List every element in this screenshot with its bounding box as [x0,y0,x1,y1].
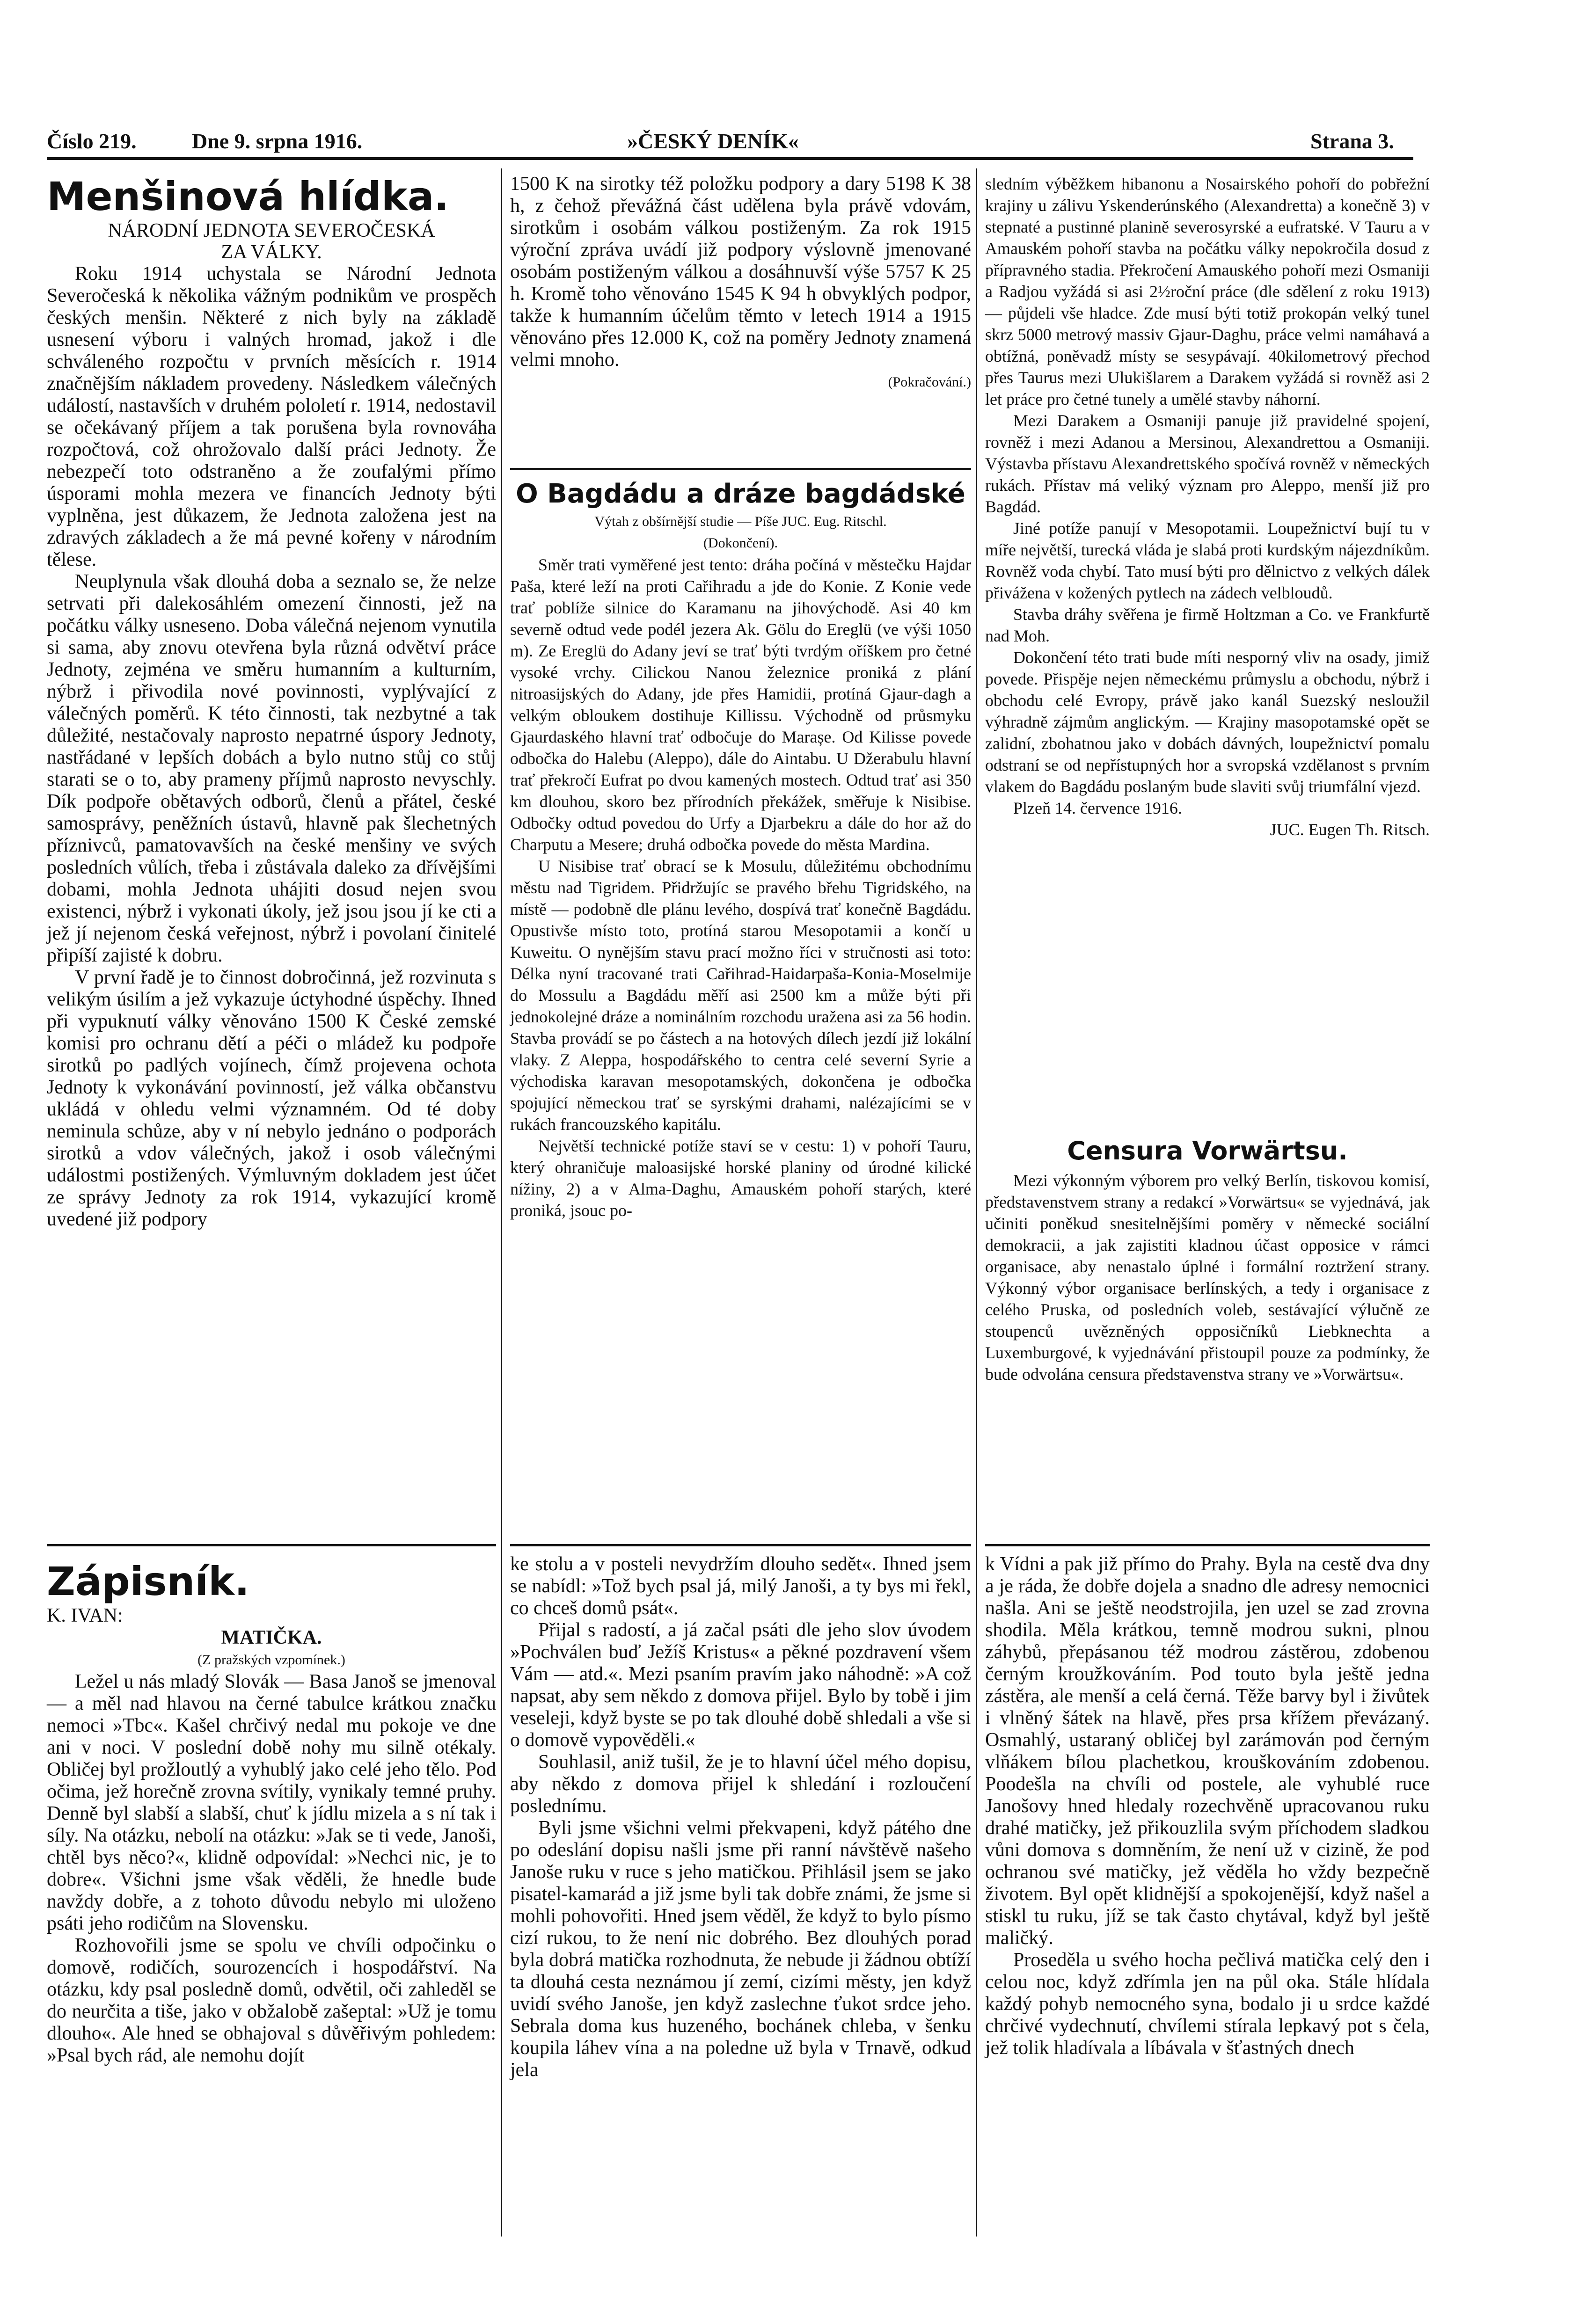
section-rule [510,1544,971,1546]
story-ending [985,1553,1430,2059]
zapisnik-title: Zápisník. [47,1559,249,1604]
paragraph: Největší technické potíže staví se v cestu: 1) v pohoří Tauru, který ohraničuje maloasijské horské planiny od úrodné kilické nížiny, 2) a v Alma-Daghu, Amauském pohoří starých, které proniká, jsouc po- [510,1137,971,1220]
paragraph: Byli jsme všichni velmi překvapeni, když pátého dne po odeslání dopisu našli jsme při ranní návštěvě našeho Janoše ruku v ruce s jeho matičkou. Přihlásil jsem se jako pisatel-kamarád a již jsme byli tak dobře známi, že jsme si mohli pohovořiti. Hned jsem věděl, že když to bylo písmo cizí rukou, to že není nic dobrého. Bez dlouhých porad byla dobrá matička rozhodnuta, že nebude ji žádnou obtíží ta dlouhá cesta neznámou jí zemí, cizími městy, jen když uvidí svého Janoše, jen když zaslechne ťukot srdce jeho. Sebrala doma kus huzeného, bochánek chleba, v šenku koupila láhev vína a na poledne už byla v Trnavě, odkud jela [510,1817,971,2081]
paragraph: sledním výběžkem hibanonu a Nosairského pohoří do pobřežní krajiny u zálivu Yskenderúnského (Alexandretta) a konečně 3) v stepnaté a pustinné planině severosyrské a eufratské. V Tauru a v Amauském pohoří stavba na počátku války nepokročila dosud z přípravného stadia. Překročení Amauského pohoří mezi Osmaniji a Radjou vyžádá si asi 2½roční práce (dle sdělení z roku 1913) — půjdeli vše hladce. Zde musí býti totiž prokopán velký tunel skrz 5000 metrový massiv Gjaur-Daghu, práce velmi namáhavá a obtížná, poněvadž místy se sesypávají. 40kilometrový přechod přes Taurus mezi Ulukišlarem a Darakem vyžádá si rovněž asi 2 let práce pro četné tunely a umělé stavby náhorní. [985,175,1430,408]
paragraph: Směr trati vyměřené jest tento: dráha počíná v městečku Hajdar Paša, které leží na proti Cařihradu a jde do Konie. Z Konie vede trať poblíže silnice do Karamanu na jihovýchodě. Asi 40 km severně odtud vede podél jezera Ak. Gölu do Ereglü (ve výši 1050 m). Ze Ereglü do Adany jeví se trať býti tvrdým oříškem pro četné vysoké vrchy. Cilickou Nanou železnice proniká z plání nitroasijských do Adany, jde přes Hamidii, protíná Gjaur-dagh a velkým obloukem dostihuje Killissu. Východně od průsmyku Gjaurdaského hlavní trať odbočuje do Marașe. Od Kilisse povede odbočka do Halebu (Aleppo), dále do Aintabu. U Džerabulu hlavní trať překročí Eufrat po dvou kamených mostech. Odtud trať asi 350 km dlouhou, skoro bez přírodních překážek, směřuje k Nisibise. Odbočky odtud povedou do Urfy a Djarbekru a dále do hor až do Charputu a Mesere; druhá odbočka povede do města Mardina. [510,555,971,854]
paragraph: k Vídni a pak již přímo do Prahy. Byla na cestě dva dny a je ráda, že dobře dojela a snadno dle adresy nemocnici našla. Ani se ještě neodstrojila, jen uzel se zad zrovna shodila. Měla krátkou, temně modrou sukni, plnou záhybů, přepásanou též modrou zástěrou, zdobenou černým kroužkováním. Pod touto byla ještě jedna zástěra, ale menší a celá černá. Těže barvy byl i živůtek i vlněný šátek na hlavě, přes prsa křížem převázaný. Osmahlý, ustaraný obličej byl zarámován pod černým vlňákem bílou plachetkou, krouškováním zdobenou. Poodešla na chvíli od postele, ale vyhublé ruce Janošovy hned hledaly rozechvěně upracovanou ruku drahé matičky, jež přikouzlila svým příchodem sladkou vůni domova s domněním, že není už v cizině, že pod ochranou své matičky, jež věděla ho vždy bezpečně životem. Byl opět klidnější a spokojenější, když našel a stiskl tu ruku, jíž se tak často chytával, když byl ještě maličký. [985,1553,1430,1949]
column-divider-1 [501,168,502,2237]
paragraph: Jiné potíže panují v Mesopotamii. Loupežnictví bují tu v míře největší, turecká vláda je slabá proti kurdským nájezdníkům. Rovněž voda chybí. Tato musí býti pro dělnictvo z velkých dálek přivážena v kožených pytlech na zádech velbloudů. [985,519,1430,602]
paragraph: Přijal s radostí, a já začal psáti dle jeho slov úvodem »Pochválen buď Ježíš Kristus« a pěkné pozdravení všem Vám — atd.«. Mezi psaním pravím jako náhodně: »A což napsat, aby sem někdo z domova přijel. Bylo by tobě i jim veseleji, když byste se po tak dlouhé době shledali a vše si o domově vypověděli.« [510,1619,971,1751]
section-title: Menšinová hlídka. [47,174,449,219]
section-rule [985,1544,1430,1546]
paragraph: ke stolu a v posteli nevydržím dlouho sedět«. Ihned jsem se nabídl: »Tož bych psal já, milý Janoši, a ty bys mi řekl, co chceš domů psát«. [510,1553,971,1619]
dateline: Plzeň 14. července 1916. [1013,799,1182,817]
column-divider-2 [976,168,977,2237]
paragraph: V první řadě je to činnost dobročinná, jež rozvinuta s velikým úsilím a jež vykazuje úctyhodné úspěchy. Ihned při vypuknutí války věnováno 1500 K České zemské komisi pro ochranu dětí a péči o mládež ku podpoře sirotků po padlých vojínech, čímž projevena ochota Jednoty k vykonávání povinností, jež válka občanstvu ukládá v ohledu velmi významném. Od té doby neminula schůze, aby v ní nebylo jednáno o podporách sirotků a vdov válečných, jakož i osob válečnými událostmi postižených. Výmluvným dokladem jest účet ze správy Jednoty za rok 1914, vykazující kromě uvedené již podpory [47,967,496,1230]
article-bagdad [510,477,971,1221]
paragraph: Dokončení této trati bude míti nesporný vliv na osady, jimiž povede. Přispěje nejen německému průmyslu a obchodu, nýbrž i obchodu celé Evropy, právě jako kanál Suezský nesloužil výhradně zájmům anglickým. — Krajiny masopotamské opět se zalidní, zbohatnou jako v dobách dávných, loupežnictví pomalu odstraní se od nepřístupných hor a svropská vzdělanost s prvním vlakem do Bagdádu poslaným bude slaviti svůj triumfální vjezd. [985,648,1430,796]
story-subtitle: (Z pražských vzpomínek.) [197,1652,345,1668]
continued-note: (Pokračování.) [888,374,971,390]
article-narodni-jednota [47,173,496,1231]
newspaper-name: »ČESKÝ DENÍK« [627,129,799,153]
issue-date: Dne 9. srpna 1916. [192,129,363,153]
bagdad-note: (Dokončení). [703,535,778,551]
paragraph: 1500 K na sirotky též položku podpory a dary 5198 K 38 h, z čehož převážná část udělena byla právě vdovám, sirotkům i osobám válkou postiženým. Za rok 1915 výroční zpráva uvádí již podpory výslovně jmenované osobám postiženým válkou a dosáhnuvší výše 5757 K 25 h. Kromě toho věnováno 1545 K 94 h obvyklých podpor, takže k humanním účelům těmto v letech 1914 a 1915 věnováno přes 12.000 K, což na poměry Jednoty znamená velmi mnoho. [510,173,971,371]
story-title: MATIČKA. [221,1627,322,1648]
paragraph: Neuplynula však dlouhá doba a seznalo se, že nelze setrvati při dalekosáhlém omezení činnosti, jež na počátku války usneseno. Doba válečná nejenom vynutila si sama, aby znovu otevřena byla různá odvětví práce Jednoty, zejména ve směru humanním a kulturním, nýbrž i přivodila nové povinnosti, vyplývající z válečných poměrů. K této činnosti, tak nezbytné a tak důležité, nestačovaly naprosto nepatrné úspory Jednoty, nastřádané v lepších dobách a bylo nutno stůj co stůj starati se o to, aby prameny příjmů naprosto nevyschly. Dík podpoře obětavých odborů, členů a přátel, české samosprávy, peněžních ústavů, hlavně pak šlechetných příznivců, pamatovavších na české menšiny ve svých posledních vůlích, třeba i zůstávala daleko za dřívějšími dobami, mohla Jednota uhájiti dosud nejen svou existenci, nýbrž i vykonati úkoly, jež jsou jsou jí ke cti a jež jí nejenom česká veřejnost, nýbrž i povolaní činitelé připíší zajisté k dobru. [47,571,496,966]
issue-number: Číslo 219. [47,129,137,153]
paragraph: Mezi výkonným výborem pro velký Berlín, tiskovou komisí, představenstvem strany a redakcí »Vorwärtsu« se vyjednává, jak učiniti poněkud snesitelnějšími poměry v německé sociální demokracii, a jak zajistiti kladnou účast opposice v rámci organisace, aby nenastalo úplné i formální roztržení strany. Výkonný výbor organisace berlínských, a tedy i organisace z celého Pruska, od posledních voleb, sestávající výlučně ze stoupenců uvězněných opposičníků Liebknechta a Luxemburgové, k vyjednávání přistoupil pouze za podmínky, že bude odvolána censura představenstva strany ve »Vorwärtsu«. [985,1171,1430,1384]
article-continuation [510,173,971,393]
article-censura [985,1132,1430,1385]
article-bagdad-end [985,173,1430,840]
section-rule [47,1544,496,1546]
story-continuation [510,1553,971,2081]
paragraph: Ležel u nás mladý Slovák — Basa Janoš se jmenoval — a měl nad hlavou na černé tabulce krátkou značku nemoci »Tbc«. Kašel chrčivý nedal mu pokoje ve dne ani v noci. V poslední době nohy mu silně otékaly. Obličej byl prožloutlý a vyhublý jako celé jeho tělo. Pod očima, jež horečně zrovna svítily, vynikaly temné pruhy. Denně byl slabší a slabší, chuť k jídlu mizela a s ní tak i síly. Na otázku, nebolí na otázku: »Jak se ti vede, Janoši, chtěl bys něco?«, klidně odpovídal: »Nechci nic, je to dobre«. Všichni jsme však věděli, že hnedle bude navždy dobře, a z tohoto důvodu nebylo mi uloženo psáti jeho rodičům na Slovensku. [47,1671,496,1934]
signature: JUC. Eugen Th. Ritsch. [1270,820,1430,839]
bagdad-subtitle: Výtah z obšírnější studie — Píše JUC. Eug. Ritschl. [594,514,887,529]
bagdad-title: O Bagdádu a dráze bagdádské [516,479,965,509]
paragraph: Rozhovořili jsme se spolu ve chvíli odpočinku o domově, rodičích, sourozencích i hospodářství. Na otázku, kdy psal posledně domů, odvětil, oči zahleděl se do neurčita a tiše, jako v obžalobě zašeptal: »Už je tomu dlouho«. Ale hned se obhajoval s důvěřivým pohledem: »Psal bych rád, ale nemohu dojít [47,1935,496,2066]
story-author: K. IVAN: [47,1605,123,1626]
page-number: Strana 3. [1310,129,1394,153]
paragraph: U Nisibise trať obrací se k Mosulu, důležitému obchodnímu městu nad Tigridem. Přidržujíc se pravého břehu Tigridského, na místě — podobně dle plánu levého, dospívá trať konečně Bagdádu. Opustivše místo toto, protíná starou Mesopotamii a končí u Kuweitu. O nynějším stavu prací možno říci v stručnosti asi toto: Délka nyní tracované trati Cařihrad-Haidarpaša-Konia-Moselmije do Mossulu a Bagdádu měří asi 2500 km a může býti při jednokolejné dráze a nominálním rozchodu uražena asi za 56 hodin. Stavba provádí se po částech a na hotových dílech jezdí již lokální vlaky. Z Aleppa, hospodářského to centra celé severní Syrie a východiska karavan mesopotamských, dokončena je odbočka spojující německou trať se syrskými drahami, nalézajícími se v rukách francouzského kapitálu. [510,857,971,1134]
paragraph: Proseděla u svého hocha pečlivá matička celý den i celou noc, když zdřímla jen na půl oka. Stále hlídala každý pohyb nemocného syna, bodalo ji u srdce každé chrčivé vydechnutí, chvílemi stírala lepkavý pot s čela, jež tolik hladívala a líbávala v šťastných dnech [985,1949,1430,2059]
article-subtitle: NÁRODNÍ JEDNOTA SEVEROČESKÁ ZA VÁLKY. [108,220,435,263]
section-rule [510,468,971,470]
censura-title: Censura Vorwärtsu. [1067,1136,1348,1166]
paragraph: Souhlasil, aniž tušil, že je to hlavní účel mého dopisu, aby někdo z domova přijel k shledání i rozloučení poslednímu. [510,1751,971,1817]
paragraph: Mezi Darakem a Osmaniji panuje již pravidelné spojení, rovněž i mezi Adanou a Mersinou, Alexandrettou a Osmaniji. Výstavba přístavu Alexandrettského spočívá rovněž v německých rukách. Přístav má veliký význam pro Aleppo, menší již pro Bagdád. [985,411,1430,516]
paragraph: Roku 1914 uchystala se Národní Jednota Severočeská k několika vážným podnikům ve prospěch českých menšin. Některé z nich byly na základě usnesení výboru i valných hromad, jakož i dle schváleného rozpočtu v prvních měsících r. 1914 značnějším nákladem provedeny. Následkem válečných událostí, nastavších v druhém pololetí r. 1914, nedostavil se očekávaný příjem a tak porušena byla rovnováha rozpočtová, což ohrožovalo další práci Jednoty. Že nebezpečí toto odstraněno a že zoufalými přímo úsporami mohla mezera ve financích Jednoty býti vyplněna, jest důkazem, že Jednota založena jest na zdravých základech a že má pevné kořeny v národním tělese. [47,263,496,570]
header-rule [47,157,1413,160]
paragraph: Stavba dráhy svěřena je firmě Holtzman a Co. ve Frankfurtě nad Moh. [985,605,1430,645]
zapisnik-section [47,1558,496,2067]
